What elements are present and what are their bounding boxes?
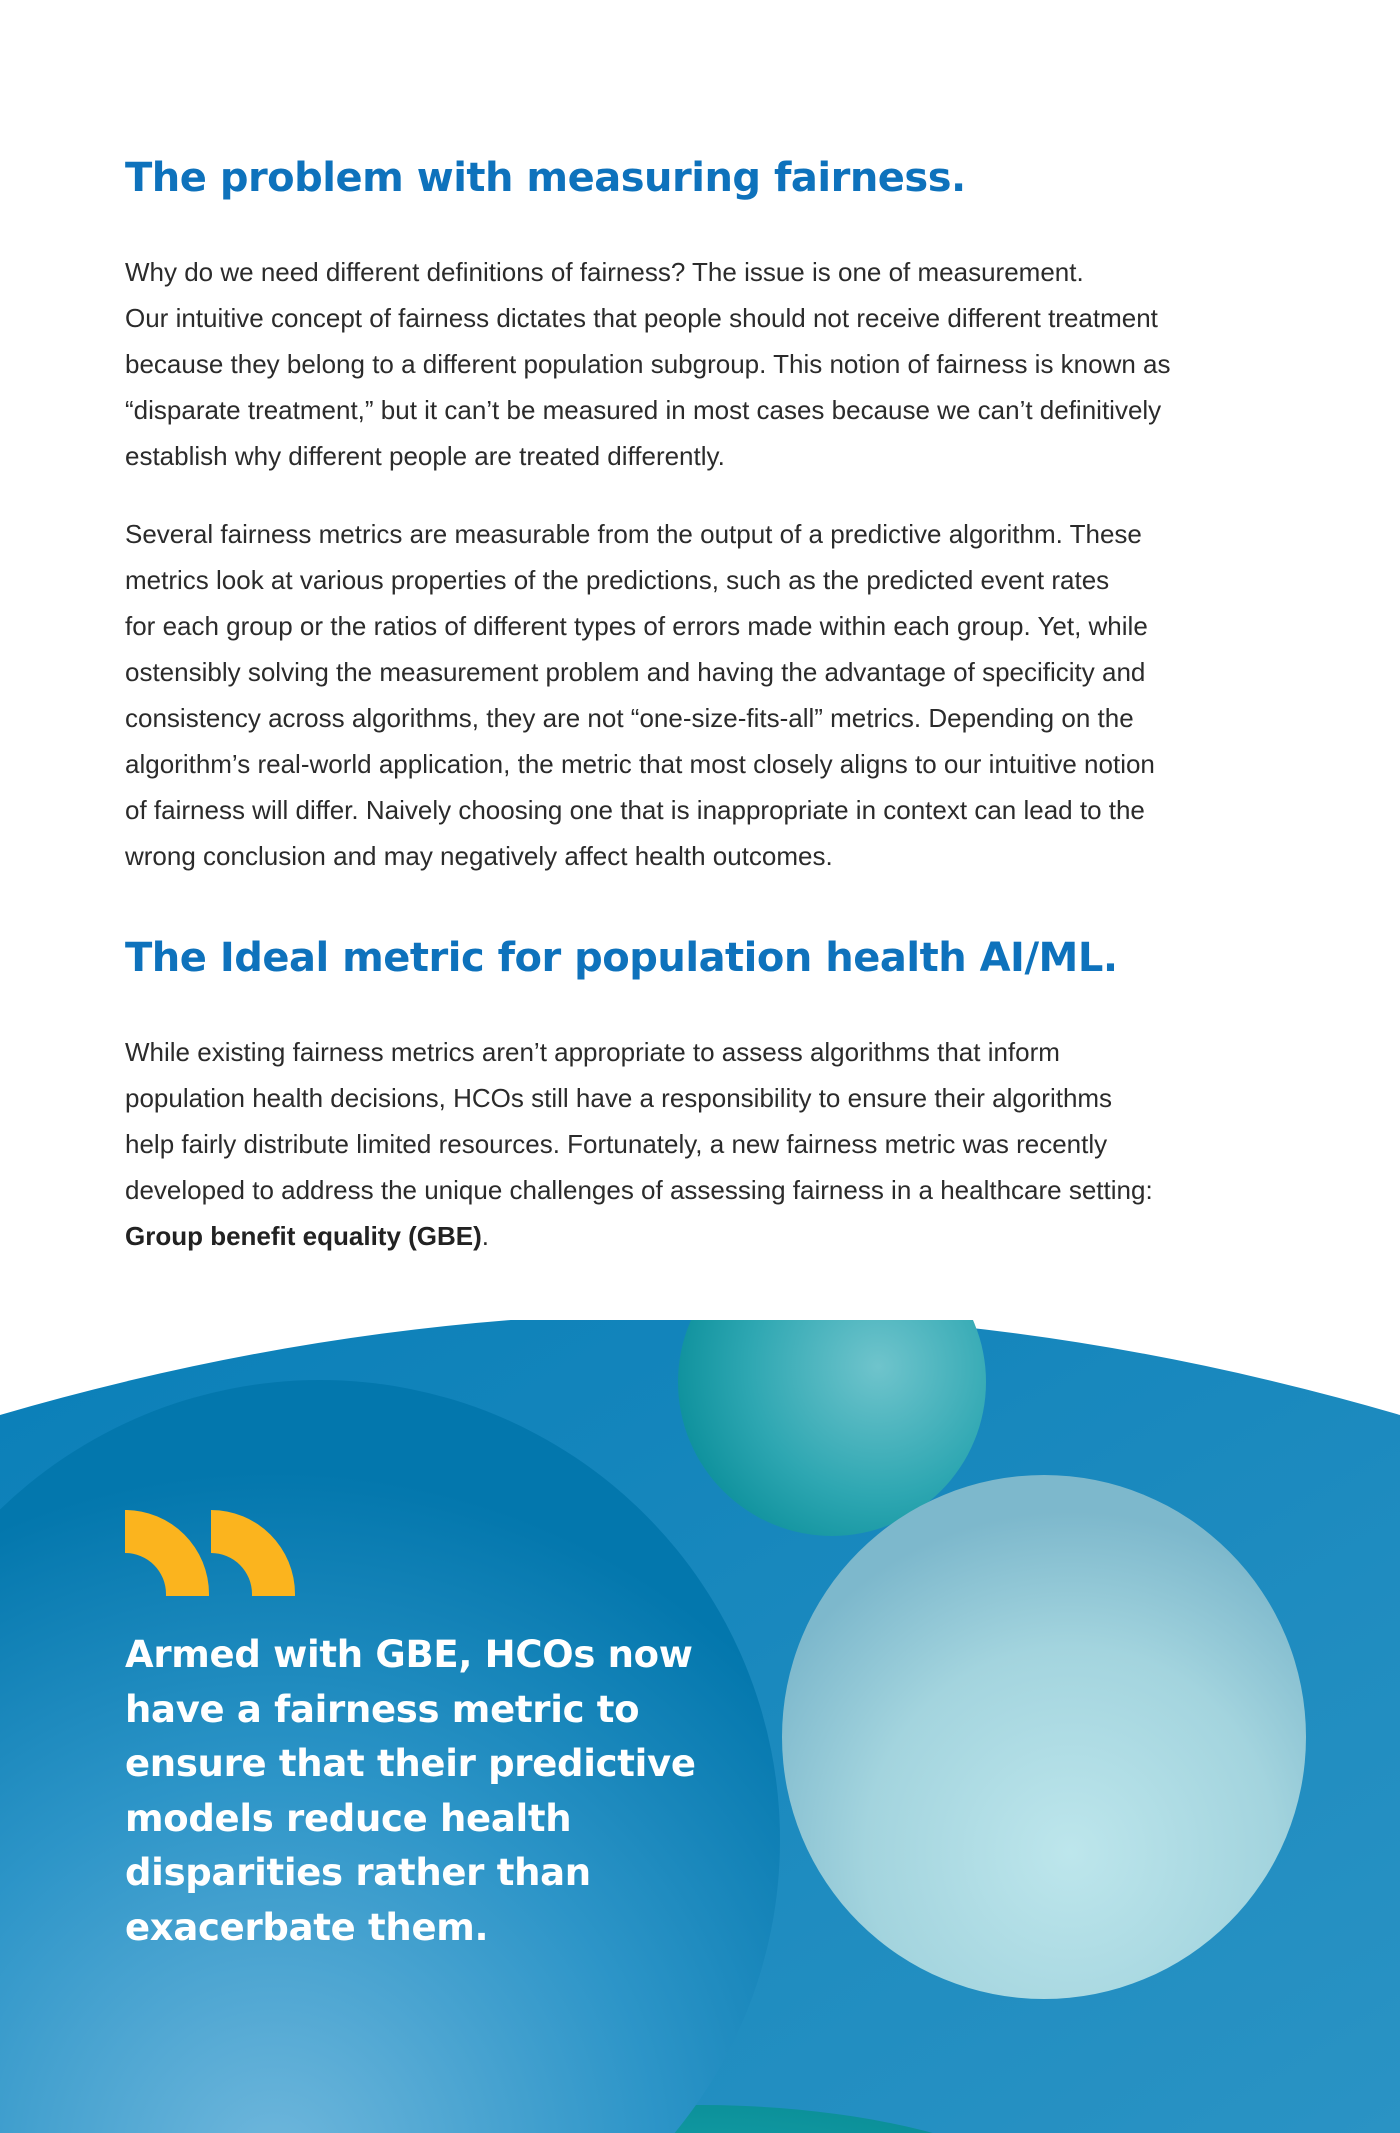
sentence-period: .	[481, 1221, 490, 1251]
paragraph-line: establish why different people are treated differently.	[125, 441, 725, 471]
paragraph-line: help fairly distribute limited resources. Fortunately, a new fairness metric was recently	[125, 1129, 1108, 1159]
section-heading-ideal-metric: The Ideal metric for population health AI/ML.	[125, 935, 1118, 981]
paragraph-metrics	[125, 511, 1285, 879]
pull-quote-line: ensure that their predictive	[125, 1742, 696, 1785]
section-heading-problem: The problem with measuring fairness.	[125, 155, 966, 201]
paragraph-line: “disparate treatment,” but it can’t be measured in most cases because we can’t definitively	[125, 395, 1162, 425]
paragraph-line: While existing fairness metrics aren’t appropriate to assess algorithms that inform	[125, 1037, 1060, 1067]
paragraph-line: because they belong to a different population subgroup. This notion of fairness is known as	[125, 349, 1171, 379]
pull-quote-line: models reduce health	[125, 1796, 572, 1840]
pull-quote-line: have a fairness metric to	[125, 1687, 640, 1731]
paragraph-line: consistency across algorithms, they are not “one-size-fits-all” metrics. Depending on the	[125, 703, 1134, 733]
paragraph-line: ostensibly solving the measurement problem and having the advantage of specificity and	[125, 657, 1146, 687]
paragraph-line: metrics look at various properties of the predictions, such as the predicted event rates	[125, 565, 1110, 595]
pull-quote-line: Armed with GBE, HCOs now	[125, 1633, 693, 1676]
pull-quote-line: exacerbate them.	[125, 1905, 489, 1949]
quote-mark-icon	[125, 1510, 295, 1596]
paragraph-line: Several fairness metrics are measurable from the output of a predictive algorithm. These	[125, 519, 1142, 549]
pull-quote-line: disparities rather than	[125, 1851, 591, 1894]
pull-quote	[125, 1628, 696, 1955]
paragraph-line: Why do we need different definitions of fairness? The issue is one of measurement.	[125, 257, 1084, 287]
gbe-term: Group benefit equality (GBE)	[125, 1221, 482, 1251]
paragraph-measurement	[125, 249, 1285, 479]
light-blue-sphere	[782, 1475, 1306, 1999]
paragraph-line: for each group or the ratios of different types of errors made within each group. Yet, while	[125, 611, 1148, 641]
paragraph-gbe	[125, 1029, 1285, 1259]
paragraph-line	[125, 1213, 1285, 1259]
paragraph-line: population health decisions, HCOs still have a responsibility to ensure their algorithms	[125, 1083, 1113, 1113]
paragraph-line: algorithm’s real-world application, the metric that most closely aligns to our intuitive notion	[125, 749, 1155, 779]
paragraph-line: wrong conclusion and may negatively affect health outcomes.	[125, 841, 833, 871]
paragraph-line: developed to address the unique challenges of assessing fairness in a healthcare setting:	[125, 1175, 1153, 1205]
paragraph-line: Our intuitive concept of fairness dictates that people should not receive different treatment	[125, 303, 1158, 333]
paragraph-line: of fairness will differ. Naively choosing one that is inappropriate in context can lead to the	[125, 795, 1145, 825]
